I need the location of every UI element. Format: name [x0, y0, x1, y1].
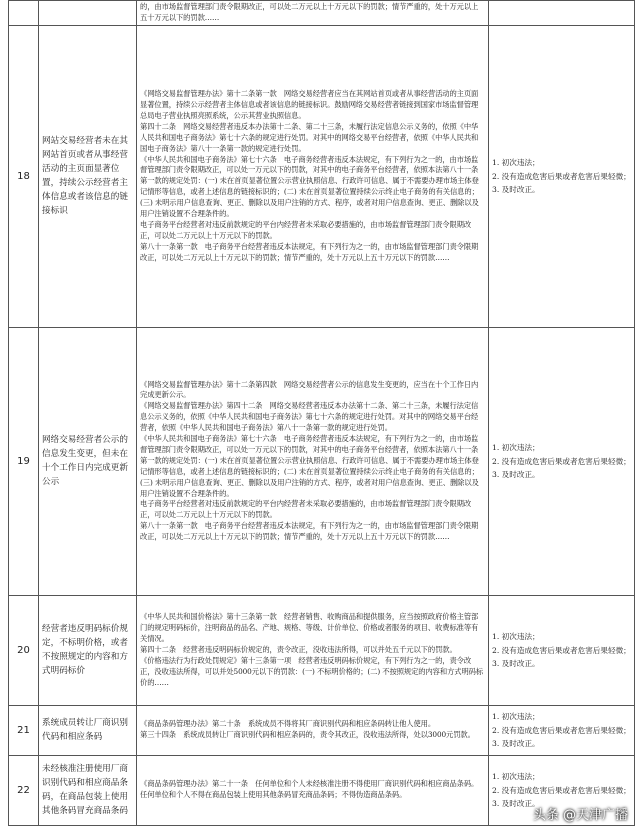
condition-item: 3. 及时改正。	[492, 470, 540, 480]
condition-item: 2. 没有造成危害后果或者危害后果轻微；	[492, 171, 631, 181]
condition-item: 3. 及时改正。	[492, 659, 540, 669]
violation-description: 系统成员转让厂商识别代码和相应条码	[39, 705, 137, 755]
legal-paragraph: 任何单位和个人不得在商品包装上使用其他条码冒充商品条码；不得伪造商品条码。	[140, 790, 407, 800]
legal-basis	[137, 595, 489, 705]
legal-basis	[137, 1, 489, 26]
legal-paragraph: 第八十一条第一款 电子商务平台经营者违反本法规定，有下列行为之一的，由市场监督管理部门责令限期改正，可以处二万元以上十万元以下的罚款；情节严重的，处十万元以上五十万元以下的罚款……	[140, 521, 479, 542]
condition-item: 1. 初次违法；	[492, 158, 540, 168]
condition-item: 3. 及时改正。	[492, 739, 540, 749]
violation-description: 网站交易经营者未在其网站首页或者从事经营活动的主页面显著位置，持续公示经营者主体信息或者该信息的链接标识	[39, 25, 137, 327]
condition-item: 1. 初次违法；	[492, 772, 540, 782]
violation-description	[39, 1, 137, 26]
legal-paragraph: 《中华人民共和国电子商务法》第七十六条 电子商务经营者违反本法规定，有下列行为之一的，由市场监督管理部门责令限期改正，可以处一万元以下的罚款，对其中的电子商务平台经营者，依照本法第八十一条第一款的规定处罚：(一) 未在首页显著位置公示营业执照信息、行政许可信息、属于不需要办理市场主体登记情形等信息，或者上述信息的链接标识的；(二) 未在首页显著位置持续公示终止电子商务的有关信息的；(三) 未明示用户信息查询、更正、删除以及用户注销的方式、程序，或者对用户信息查询、更正、删除以及用户注销设置不合理条件的。	[140, 434, 479, 498]
legal-paragraph: 电子商务平台经营者对违反前款规定的平台内经营者未采取必要措施的，由市场监督管理部门责令限期改正，可以处二万元以上十万元以下的罚款。	[140, 499, 472, 520]
regulation-table	[8, 0, 635, 826]
legal-paragraph: 第四十二条 网络交易经营者违反本办法第十二条、第二十三条，未履行法定信息公示义务的，依照《中华人民共和国电子商务法》第七十六条的规定进行处罚。对其中的网络交易平台经营者，依照《中华人民共和国电子商务法》第八十一条第一款的规定进行处罚。	[140, 121, 479, 153]
violation-description: 经营者违反明码标价规定，不标明价格，或者不按照规定的内容和方式明码标价	[39, 595, 137, 705]
legal-basis	[137, 25, 489, 327]
legal-paragraph: 《商品条码管理办法》第二十条 系统成员不得将其厂商识别代码和相应条码转让他人使用。	[140, 719, 436, 729]
table-row	[9, 25, 635, 327]
exemption-conditions	[489, 1, 635, 26]
legal-paragraph: 《商品条码管理办法》第二十一条 任何单位和个人未经核准注册不得使用厂商识别代码和相应商品条码。	[140, 779, 479, 789]
legal-paragraph: 《价格违法行为行政处罚规定》第十三条第一项 经营者违反明码标价规定，有下列行为之一的，责令改正，没收违法所得，可以并处5000元以下的罚款：(一) 不标明价格的；(二) 不按照规定的内容和方式明码标价的……	[140, 655, 484, 687]
condition-item: 2. 没有造成危害后果或者危害后果轻微；	[492, 725, 631, 735]
legal-paragraph: 的，由市场监督管理部门责令限期改正，可以处二万元以上十万元以下的罚款；情节严重的，处十万元以上五十万元以下的罚款……	[140, 2, 479, 22]
table-row	[9, 705, 635, 755]
legal-paragraph: 电子商务平台经营者对违反前款规定的平台内经营者未采取必要措施的，由市场监督管理部门责令限期改正，可以处二万元以上十万元以下的罚款。	[140, 219, 472, 240]
condition-item: 3. 及时改正。	[492, 185, 540, 195]
row-number: 18	[9, 25, 39, 327]
condition-item: 1. 初次违法；	[492, 443, 540, 453]
row-number: 22	[9, 755, 39, 825]
exemption-conditions	[489, 705, 635, 755]
row-number	[9, 1, 39, 26]
row-number: 21	[9, 705, 39, 755]
violation-description: 未经核准注册使用厂商识别代码和相应商品条码，在商品包装上使用其他条码冒充商品条码	[39, 755, 137, 825]
legal-paragraph: 《网络交易监督管理办法》第四十二条 网络交易经营者违反本办法第十二条、第二十三条，未履行法定信息公示义务的，依照《中华人民共和国电子商务法》第七十六条的规定进行处罚。对其中的网络交易平台经营者，依照《中华人民共和国电子商务法》第八十一条第一款的规定进行处罚。	[140, 401, 479, 433]
violation-description: 网络交易经营者公示的信息发生变更，但未在十个工作日内完成更新公示	[39, 327, 137, 595]
legal-paragraph: 《中华人民共和国价格法》第十三条第一款 经营者销售、收购商品和提供服务，应当按照政府价格主管部门的规定明码标价，注明商品的品名、产地、规格、等级、计价单位、价格或者服务的项目、收费标准等有关情况。	[140, 612, 479, 643]
condition-item: 2. 没有造成危害后果或者危害后果轻微；	[492, 456, 631, 466]
row-number: 20	[9, 595, 39, 705]
exemption-conditions	[489, 25, 635, 327]
table-row	[9, 595, 635, 705]
table-row	[9, 327, 635, 595]
legal-paragraph: 《网络交易监督管理办法》第十二条第一款 网络交易经营者应当在其网站首页或者从事经营活动的主页面显著位置，持续公示经营者主体信息或者该信息的链接标识。鼓励网络交易经营者链接到国家市场监督管理总局电子营业执照亮照系统，公示其营业执照信息。	[140, 89, 479, 120]
exemption-conditions	[489, 595, 635, 705]
condition-item: 1. 初次违法；	[492, 712, 540, 722]
exemption-conditions	[489, 327, 635, 595]
table-row	[9, 1, 635, 26]
legal-paragraph: 《网络交易监督管理办法》第十二条第四款 网络交易经营者公示的信息发生变更的，应当在十个工作日内完成更新公示。	[140, 379, 479, 400]
legal-paragraph: 《中华人民共和国电子商务法》第七十六条 电子商务经营者违反本法规定，有下列行为之一的，由市场监督管理部门责令限期改正，可以处一万元以下的罚款，对其中的电子商务平台经营者，依照本法第八十一条第一款的规定处罚：(一) 未在首页显著位置公示营业执照信息、行政许可信息、属于不需要办理市场主体登记情形等信息，或者上述信息的链接标识的；(二) 未在首页显著位置持续公示终止电子商务的有关信息的；(三) 未明示用户信息查询、更正、删除以及用户注销的方式、程序，或者对用户信息查询、更正、删除以及用户注销设置不合理条件的。	[140, 154, 479, 219]
legal-paragraph: 第八十一条第一款 电子商务平台经营者违反本法规定，有下列行为之一的，由市场监督管理部门责令限期改正，可以处二万元以上十万元以下的罚款；情节严重的，处十万元以上五十万元以下的罚款……	[140, 241, 479, 262]
condition-item: 1. 初次违法；	[492, 632, 540, 642]
condition-item: 2. 没有造成危害后果或者危害后果轻微；	[492, 645, 631, 655]
legal-paragraph: 第三十四条 系统成员转让厂商识别代码和相应条码的，责令其改正，没收违法所得，处以3000元罚款。	[140, 730, 475, 740]
condition-item: 2. 没有造成危害后果或者危害后果轻微；	[492, 785, 631, 795]
legal-paragraph: 第四十二条 经营者违反明码标价规定的，责令改正，没收违法所得，可以并处五千元以下的罚款。	[140, 644, 457, 654]
legal-basis	[137, 705, 489, 755]
watermark: 头条 @天津广播	[532, 808, 628, 823]
condition-item: 3. 及时改正。	[492, 799, 540, 809]
legal-basis	[137, 755, 489, 825]
row-number: 19	[9, 327, 39, 595]
legal-basis	[137, 327, 489, 595]
